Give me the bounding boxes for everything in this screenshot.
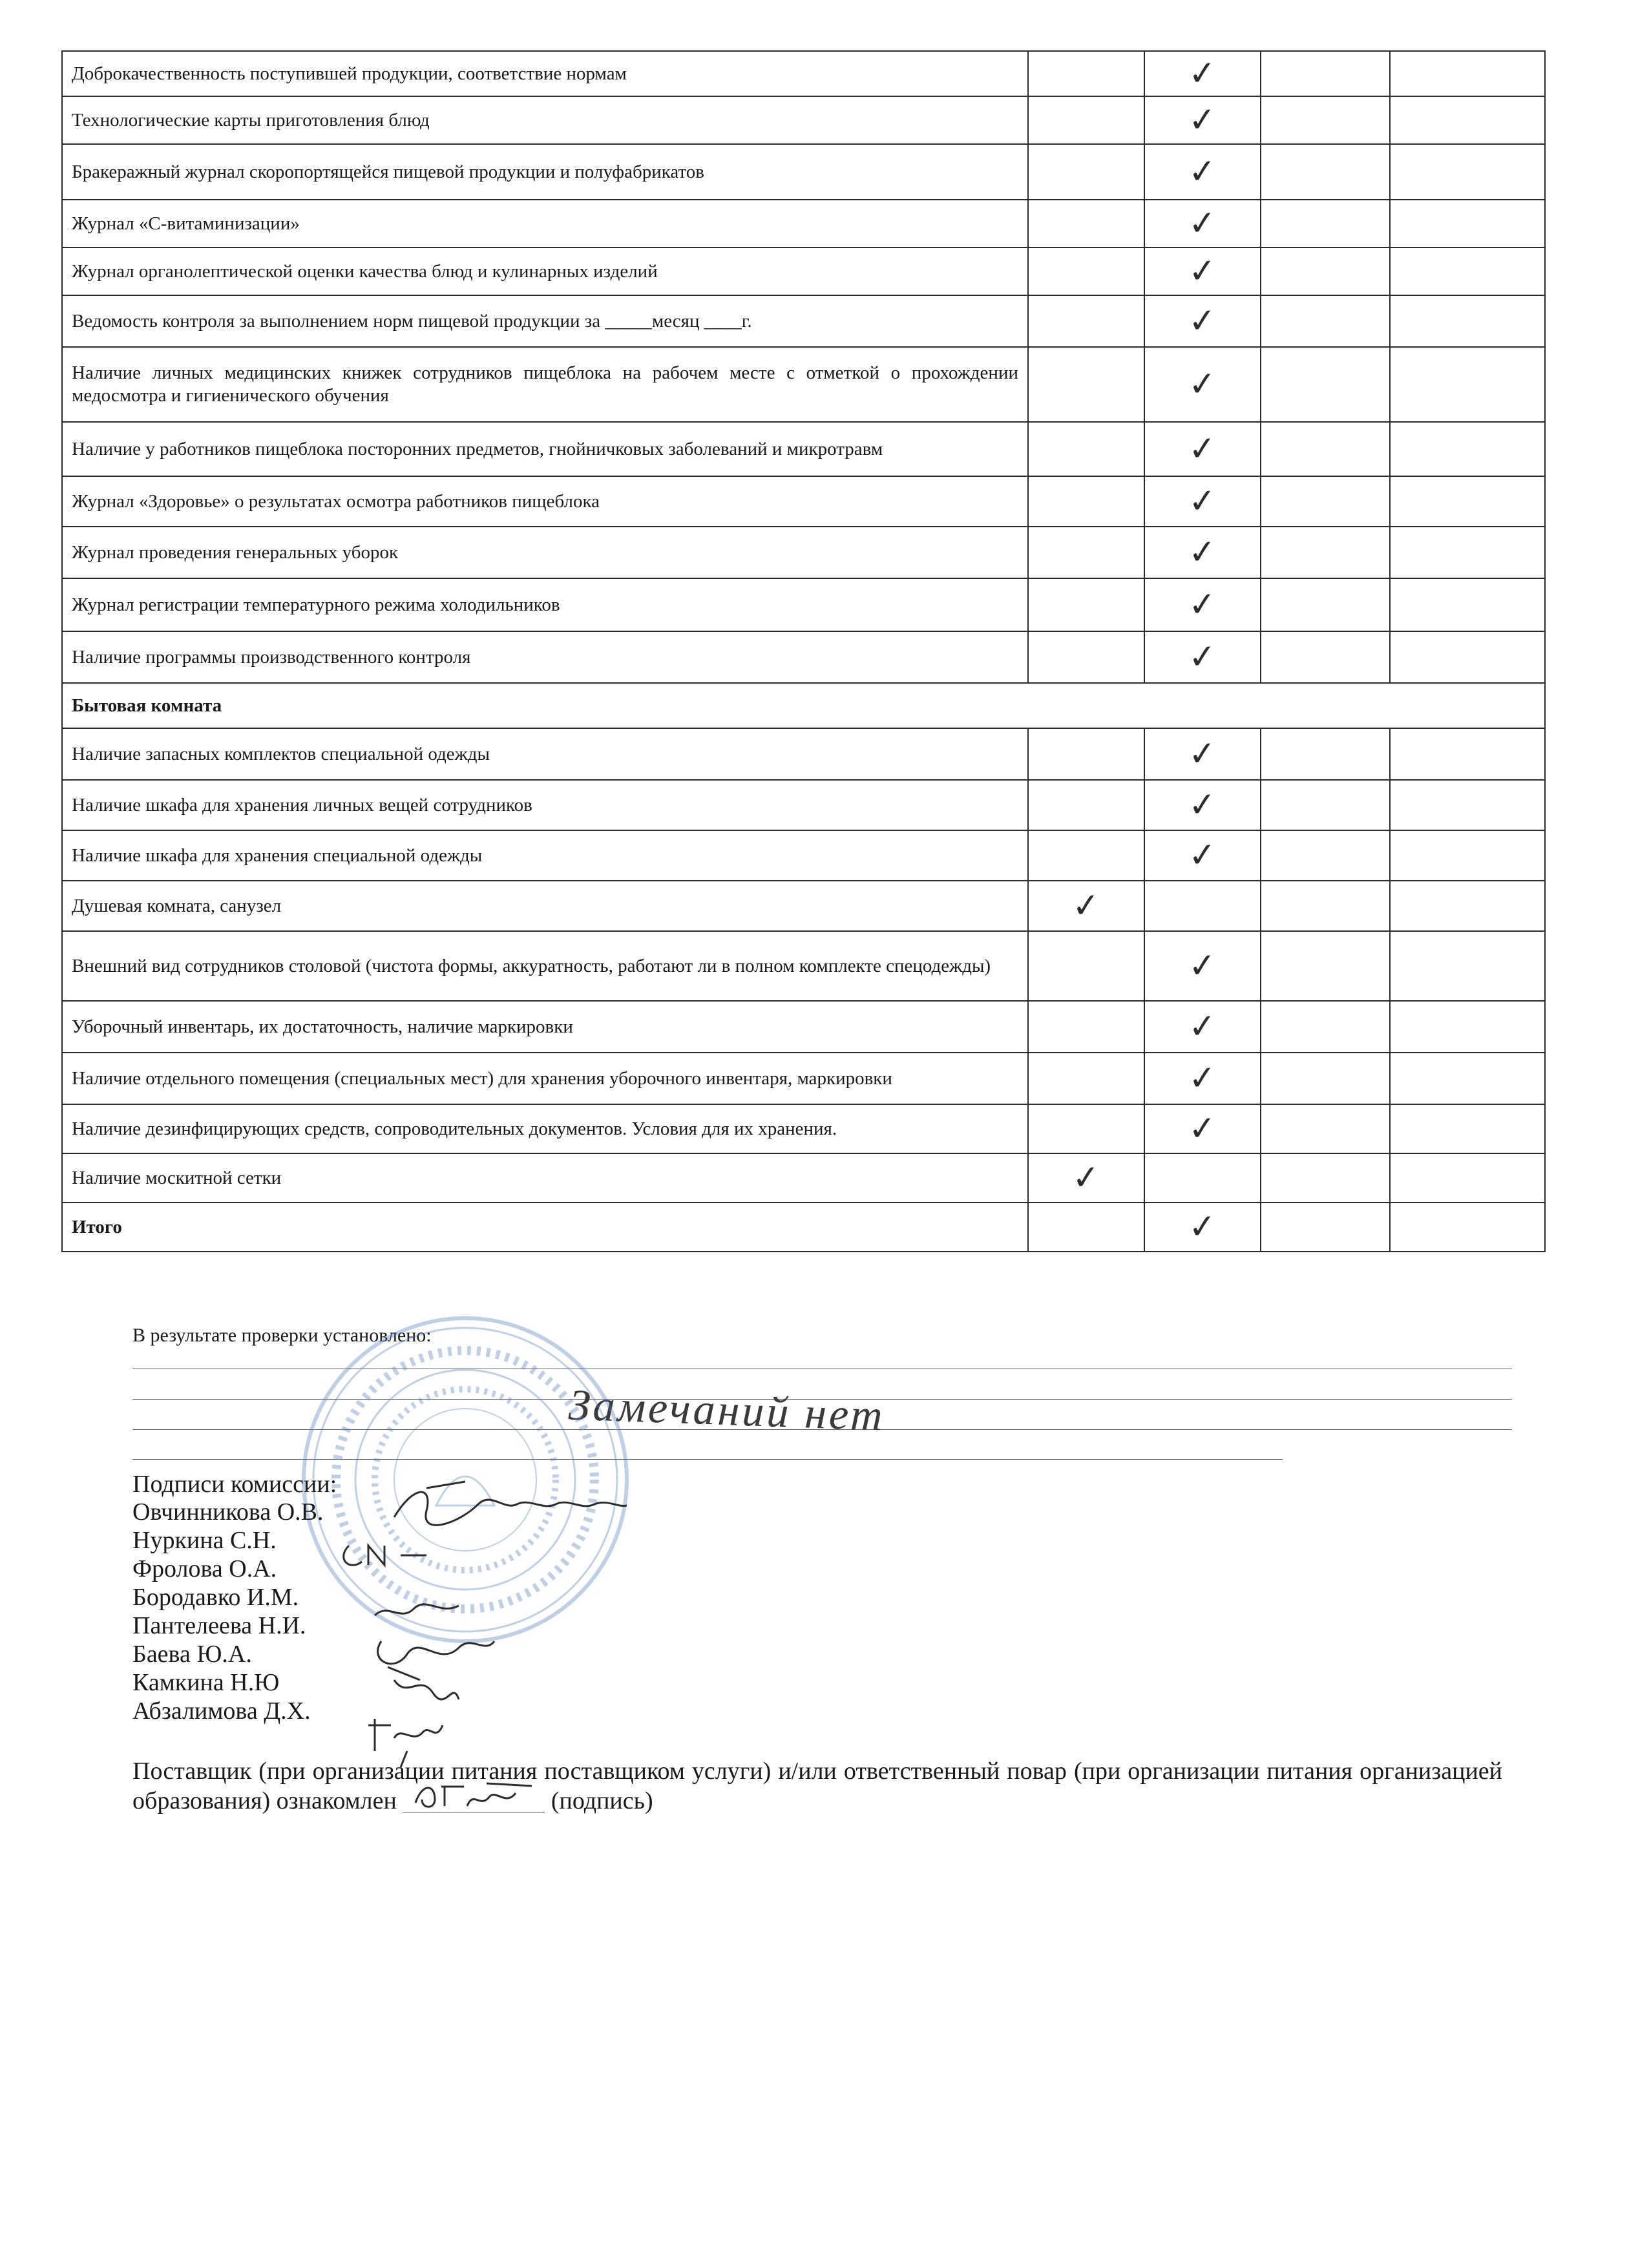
acknowledgement-signature-line	[403, 1786, 545, 1812]
mark-cell	[1144, 347, 1261, 422]
checklist-row	[62, 830, 1545, 881]
mark-cell	[1144, 1001, 1261, 1053]
checklist-row	[62, 1153, 1545, 1202]
mark-cell	[1144, 1153, 1261, 1202]
criterion-label: Наличие запасных комплектов специальной одежды	[62, 728, 1028, 780]
mark-cell	[1261, 527, 1390, 578]
criterion-label: Наличие шкафа для хранения специальной одежды	[62, 830, 1028, 881]
mark-cell	[1144, 780, 1261, 830]
commission-member: Фролова О.А.	[132, 1555, 277, 1582]
checkmark-icon: ✓	[1187, 364, 1218, 405]
checklist-row	[62, 247, 1545, 295]
criterion-label: Наличие дезинфицирующих средств, сопроводительных документов. Условия для их хранения.	[62, 1104, 1028, 1153]
mark-cell	[1390, 144, 1545, 200]
mark-cell	[1261, 247, 1390, 295]
mark-cell	[1028, 247, 1144, 295]
mark-cell	[1028, 881, 1144, 931]
checkmark-icon: ✓	[1187, 53, 1218, 94]
criterion-label: Бракеражный журнал скоропортящейся пищевой продукции и полуфабрикатов	[62, 144, 1028, 200]
mark-cell	[1390, 96, 1545, 144]
mark-cell	[1390, 1001, 1545, 1053]
mark-cell	[1261, 144, 1390, 200]
mark-cell	[1390, 578, 1545, 631]
mark-cell	[1390, 881, 1545, 931]
commission-member: Камкина Н.Ю	[132, 1669, 280, 1696]
checkmark-icon: ✓	[1187, 584, 1218, 625]
mark-cell	[1390, 780, 1545, 830]
checkmark-icon: ✓	[1187, 1108, 1218, 1150]
mark-cell	[1390, 830, 1545, 881]
mark-cell	[1261, 1153, 1390, 1202]
mark-cell	[1261, 96, 1390, 144]
mark-cell	[1261, 780, 1390, 830]
mark-cell	[1028, 780, 1144, 830]
signature-cook	[409, 1777, 538, 1813]
mark-cell	[1261, 1104, 1390, 1153]
checklist-row	[62, 476, 1545, 527]
signatories-list	[132, 1498, 324, 1725]
signature-ovchinnikova	[388, 1478, 633, 1530]
checkmark-icon: ✓	[1187, 1058, 1218, 1099]
checklist-row	[62, 931, 1545, 1001]
mark-cell	[1028, 578, 1144, 631]
criterion-label: Технологические карты приготовления блюд	[62, 96, 1028, 144]
checklist-row	[62, 1202, 1545, 1252]
checklist-row	[62, 631, 1545, 683]
acknowledgement-signature-caption: (подпись)	[551, 1787, 653, 1814]
criterion-label: Доброкачественность поступившей продукции, соответствие нормам	[62, 51, 1028, 96]
checkmark-icon: ✓	[1187, 532, 1218, 573]
mark-cell	[1390, 476, 1545, 527]
criterion-label: Наличие личных медицинских книжек сотрудников пищеблока на рабочем месте с отметкой о прохождении медосмотра и гигиенического обучения	[62, 347, 1028, 422]
section-title: Бытовая комната	[62, 683, 1545, 728]
checklist-row	[62, 1104, 1545, 1153]
mark-cell	[1261, 476, 1390, 527]
mark-cell	[1028, 527, 1144, 578]
mark-cell	[1144, 578, 1261, 631]
checkmark-icon: ✓	[1187, 835, 1218, 876]
checkmark-icon: ✓	[1071, 1157, 1102, 1199]
criterion-label: Наличие программы производственного контроля	[62, 631, 1028, 683]
checkmark-icon: ✓	[1187, 784, 1218, 826]
checklist-row	[62, 96, 1545, 144]
mark-cell	[1028, 931, 1144, 1001]
mark-cell	[1028, 1053, 1144, 1104]
checklist-row	[62, 51, 1545, 96]
mark-cell	[1390, 527, 1545, 578]
result-label: В результате проверки установлено:	[132, 1325, 432, 1346]
commission-member: Абзалимова Д.Х.	[132, 1697, 311, 1725]
criterion-label: Наличие отдельного помещения (специальных мест) для хранения уборочного инвентаря, маркировки	[62, 1053, 1028, 1104]
mark-cell	[1144, 728, 1261, 780]
mark-cell	[1261, 931, 1390, 1001]
checkmark-icon: ✓	[1187, 251, 1218, 292]
checklist-row	[62, 1001, 1545, 1053]
criterion-label: Уборочный инвентарь, их достаточность, наличие маркировки	[62, 1001, 1028, 1053]
mark-cell	[1261, 830, 1390, 881]
mark-cell	[1261, 347, 1390, 422]
criterion-label: Наличие москитной сетки	[62, 1153, 1028, 1202]
mark-cell	[1261, 578, 1390, 631]
checklist-row	[62, 144, 1545, 200]
mark-cell	[1390, 295, 1545, 347]
mark-cell	[1144, 1104, 1261, 1153]
criterion-label: Журнал регистрации температурного режима холодильников	[62, 578, 1028, 631]
criterion-label: Внешний вид сотрудников столовой (чистота формы, аккуратность, работают ли в полном комплекте спецодежды)	[62, 931, 1028, 1001]
mark-cell	[1144, 144, 1261, 200]
signature-baeva	[388, 1674, 465, 1706]
criterion-label: Наличие у работников пищеблока посторонних предметов, гнойничковых заболеваний и микротравм	[62, 422, 1028, 476]
checkmark-icon: ✓	[1071, 885, 1102, 927]
checkmark-icon: ✓	[1187, 300, 1218, 342]
commission-member: Овчинникова О.В.	[132, 1498, 324, 1526]
mark-cell	[1028, 1202, 1144, 1252]
handwritten-result: Замечаний нет	[567, 1380, 886, 1440]
mark-cell	[1390, 51, 1545, 96]
checklist-row	[62, 527, 1545, 578]
checkmark-icon: ✓	[1187, 428, 1218, 470]
mark-cell	[1261, 1001, 1390, 1053]
checkmark-icon: ✓	[1187, 151, 1218, 193]
mark-cell	[1144, 631, 1261, 683]
checkmark-icon: ✓	[1187, 100, 1218, 141]
mark-cell	[1144, 295, 1261, 347]
checkmark-icon: ✓	[1187, 1006, 1218, 1047]
mark-cell	[1144, 476, 1261, 527]
mark-cell	[1144, 1202, 1261, 1252]
criterion-label: Журнал проведения генеральных уборок	[62, 527, 1028, 578]
commission-member: Баева Ю.А.	[132, 1641, 252, 1668]
checklist-table	[61, 50, 1546, 1252]
section-row	[62, 683, 1545, 728]
mark-cell	[1261, 295, 1390, 347]
mark-cell	[1028, 476, 1144, 527]
commission-member: Пантелеева Н.И.	[132, 1612, 306, 1639]
mark-cell	[1028, 1153, 1144, 1202]
mark-cell	[1028, 200, 1144, 247]
mark-cell	[1261, 200, 1390, 247]
mark-cell	[1028, 295, 1144, 347]
mark-cell	[1144, 200, 1261, 247]
commission-member: Нуркина С.Н.	[132, 1527, 277, 1554]
checklist-row	[62, 780, 1545, 830]
mark-cell	[1144, 527, 1261, 578]
checklist-row	[62, 295, 1545, 347]
checklist-row	[62, 578, 1545, 631]
commission-member: Бородавко И.М.	[132, 1584, 299, 1611]
criterion-label: Журнал «С-витаминизации»	[62, 200, 1028, 247]
checkmark-icon: ✓	[1187, 1206, 1218, 1248]
mark-cell	[1144, 881, 1261, 931]
checkmark-icon: ✓	[1187, 481, 1218, 522]
criterion-label: Ведомость контроля за выполнением норм пищевой продукции за _____месяц ____г.	[62, 295, 1028, 347]
checklist-row	[62, 422, 1545, 476]
mark-cell	[1390, 1202, 1545, 1252]
mark-cell	[1144, 931, 1261, 1001]
criterion-label: Журнал органолептической оценки качества блюд и кулинарных изделий	[62, 247, 1028, 295]
criterion-label: Журнал «Здоровье» о результатах осмотра работников пищеблока	[62, 476, 1028, 527]
mark-cell	[1390, 931, 1545, 1001]
acknowledgement-text: Поставщик (при организации питания поставщиком услуги) и/или ответственный повар (при организации питания организацией образования) ознакомлен	[132, 1758, 1502, 1814]
mark-cell	[1261, 881, 1390, 931]
mark-cell	[1390, 1153, 1545, 1202]
signatures-heading: Подписи комиссии:	[132, 1471, 337, 1498]
checkmark-icon: ✓	[1187, 636, 1218, 678]
mark-cell	[1390, 1104, 1545, 1153]
mark-cell	[1028, 728, 1144, 780]
checklist-row	[62, 347, 1545, 422]
mark-cell	[1390, 1053, 1545, 1104]
mark-cell	[1028, 631, 1144, 683]
mark-cell	[1390, 247, 1545, 295]
signature-borodavko	[362, 1596, 504, 1686]
checkmark-icon: ✓	[1187, 733, 1218, 775]
mark-cell	[1028, 1104, 1144, 1153]
checklist-row	[62, 728, 1545, 780]
mark-cell	[1144, 51, 1261, 96]
mark-cell	[1261, 422, 1390, 476]
mark-cell	[1028, 51, 1144, 96]
mark-cell	[1261, 1202, 1390, 1252]
mark-cell	[1144, 830, 1261, 881]
checkmark-icon: ✓	[1187, 945, 1218, 987]
mark-cell	[1261, 631, 1390, 683]
mark-cell	[1028, 422, 1144, 476]
mark-cell	[1028, 96, 1144, 144]
checklist-row	[62, 200, 1545, 247]
mark-cell	[1261, 1053, 1390, 1104]
mark-cell	[1390, 422, 1545, 476]
mark-cell	[1144, 96, 1261, 144]
mark-cell	[1390, 728, 1545, 780]
criterion-label: Итого	[62, 1202, 1028, 1252]
mark-cell	[1144, 422, 1261, 476]
criterion-label: Наличие шкафа для хранения личных вещей сотрудников	[62, 780, 1028, 830]
mark-cell	[1144, 247, 1261, 295]
signature-nurkina	[336, 1533, 452, 1578]
mark-cell	[1028, 1001, 1144, 1053]
mark-cell	[1390, 200, 1545, 247]
checklist-row	[62, 881, 1545, 931]
mark-cell	[1261, 728, 1390, 780]
mark-cell	[1028, 347, 1144, 422]
mark-cell	[1028, 830, 1144, 881]
checklist-row	[62, 1053, 1545, 1104]
acknowledgement-paragraph	[132, 1756, 1502, 1816]
mark-cell	[1390, 631, 1545, 683]
checkmark-icon: ✓	[1187, 203, 1218, 244]
criterion-label: Душевая комната, санузел	[62, 881, 1028, 931]
mark-cell	[1390, 347, 1545, 422]
mark-cell	[1028, 144, 1144, 200]
mark-cell	[1261, 51, 1390, 96]
mark-cell	[1144, 1053, 1261, 1104]
